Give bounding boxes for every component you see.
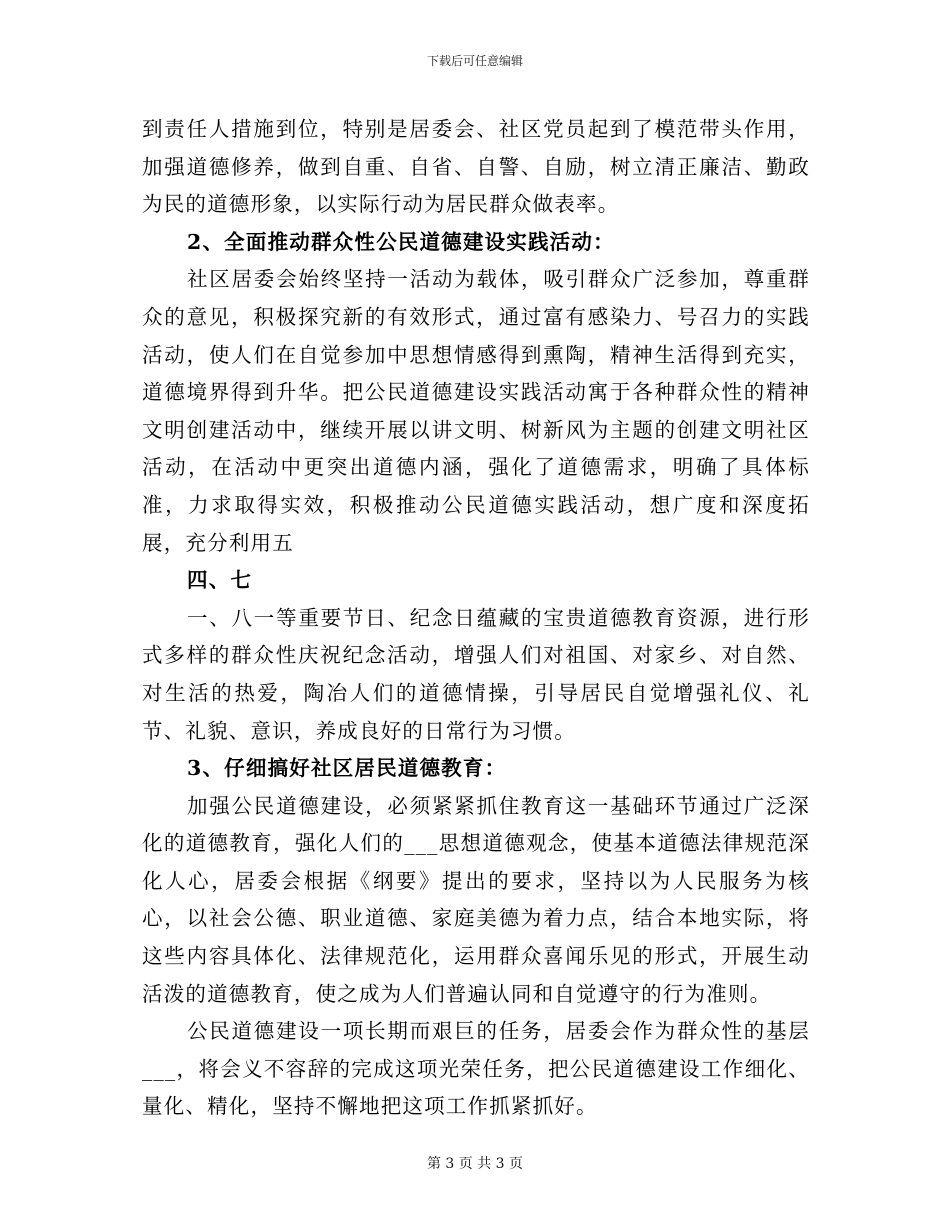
paragraph-practice: 社区居委会始终坚持一活动为载体，吸引群众广泛参加，尊重群众的意见，积极探究新的有效形式，通过富有感染力、号召力的实践活动，使人们在自觉参加中思想情感得到熏陶，精神生活得到充实，道德境界得到升华。把公民道德建设实践活动寓于各种群众性的精神文明创建活动中，继续开展以讲文明、树新风为主题的创建文明社区活动，在活动中更突出道德内涵，强化了道德需求，明确了具体标准，力求取得实效，积极推动公民道德实践活动，想广度和深度拓展，充分利用五 xyxy=(142,267,810,555)
page-footer: 第 3 页 共 3 页 xyxy=(426,1156,524,1172)
page-header: 下载后可任意编辑 xyxy=(426,54,523,68)
section-heading-holidays: 四、七 xyxy=(187,568,253,593)
paragraph-education: 加强公民道德建设，必须紧紧抓住教育这一基础环节通过广泛深化的道德教育，强化人们的___思想道德观念，使基本道德法律规范深化人心，居委会根据《纲要》提出的要求，坚持以为人民服务为核心，以社会公德、职业道德、家庭美德为着力点，结合本地实际，将这些内容具体化、法律规范化，运用群众喜闻乐见的形式，开展生动活泼的道德教育，使之成为人们普遍认同和自觉遵守的行为准则。 xyxy=(142,793,810,1006)
section-heading-2: 2、全面推动群众性公民道德建设实践活动： xyxy=(187,229,615,254)
paragraph-intro: 到责任人措施到位，特别是居委会、社区党员起到了模范带头作用，加强道德修养，做到自重、自省、自警、自励，树立清正廉洁、勤政为民的道德形象，以实际行动为居民群众做表率。 xyxy=(142,117,810,217)
paragraph-holidays: 一、八一等重要节日、纪念日蕴藏的宝贵道德教育资源，进行形式多样的群众性庆祝纪念活动，增强人们对祖国、对家乡、对自然、对生活的热爱，陶冶人们的道德情操，引导居民自觉增强礼仪、礼节、礼貌、意识，养成良好的日常行为习惯。 xyxy=(142,605,810,743)
document-body xyxy=(142,111,810,1126)
paragraph-conclusion: 公民道德建设一项长期而艰巨的任务，居委会作为群众性的基层___，将会义不容辞的完成这项光荣任务，把公民道德建设工作细化、量化、精化，坚持不懈地把这项工作抓紧抓好。 xyxy=(142,1019,810,1119)
section-heading-3: 3、仔细搞好社区居民道德教育： xyxy=(187,756,507,781)
